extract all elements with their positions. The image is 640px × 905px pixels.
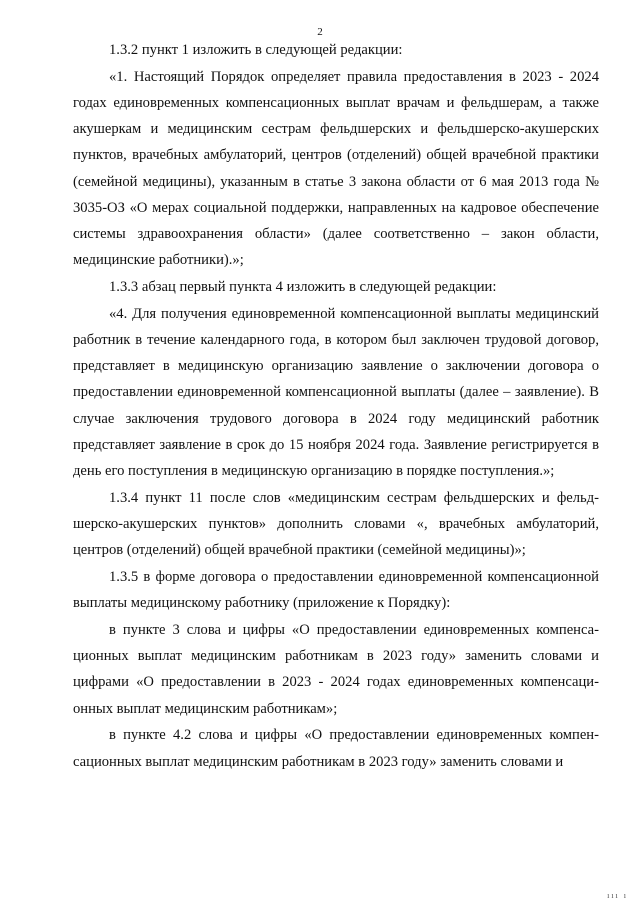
paragraph-1-3-5: 1.3.5 в форме договора о предоставлении единовременной компенсационной выплаты медицинскому работнику (приложение к Порядку): — [73, 569, 599, 612]
paragraph-1-3-3: 1.3.3 абзац первый пункта 4 изложить в следующей редакции: — [109, 279, 497, 296]
paragraph-1-3-2: 1.3.2 пункт 1 изложить в следующей редакции: — [109, 42, 403, 58]
page-number: 2 — [317, 26, 323, 38]
document-body — [73, 37, 599, 775]
paragraph-1-3-4: 1.3.4 пункт 11 после слов «медицинским сестрам фельдшерских и фельдшерско-акушерских пунктов» дополнить словами «, врачебных амбулаторий, центров (отделений) общей врачебной практики (семейной медицины)»; — [73, 489, 599, 559]
paragraph-point-1-text: «1. Настоящий Порядок определяет правила предоставления в 2023 - 2024 годах единовременных компенсационных выплат врачам и фельдшерам, а также акушеркам и медицинским сестрам фельдшерских и фельдшерско-акушерских пунктов, врачебных амбулаторий, центров (отделений) общей врачебной практики (семейной медицины), указанным в статье 3 закона области от 6 мая 2013 года № 3035-ОЗ «О мерах социальной поддержки, направленных на кадровое обеспечение системы здравоохранения области» (далее соответственно – закон области, медицинские работники).»; — [73, 68, 599, 269]
paragraph-point-4-text: «4. Для получения единовременной компенсационной выплаты медицинский работник в течение календарного года, в котором был заключен трудовой договор, представляет в медицинскую организацию заявление о заключении договора о предоставлении единовременной компенсационной выплаты (далее – заявление). В случае заключения трудового договора в 2024 году медицинский работник представляет заявление в срок до 15 ноября 2024 года. Заявление регистрируется в день его поступления в медицинскую организацию в порядке поступления.»; — [73, 305, 599, 480]
paragraph-point-4-2-amendment: в пункте 4.2 слова и цифры «О предоставлении единовременных компенсационных выплат медицинским работникам в 2023 году» заменить словами и — [73, 727, 599, 770]
scan-corner-mark: ııı ı — [607, 891, 628, 900]
paragraph-point-3-amendment: в пункте 3 слова и цифры «О предоставлении единовременных компенсационных выплат медицинским работникам в 2023 году» заменить словами и цифрами «О предоставлении в 2023 - 2024 годах единовременных компенсационных выплат медицинским работникам»; — [73, 622, 599, 717]
